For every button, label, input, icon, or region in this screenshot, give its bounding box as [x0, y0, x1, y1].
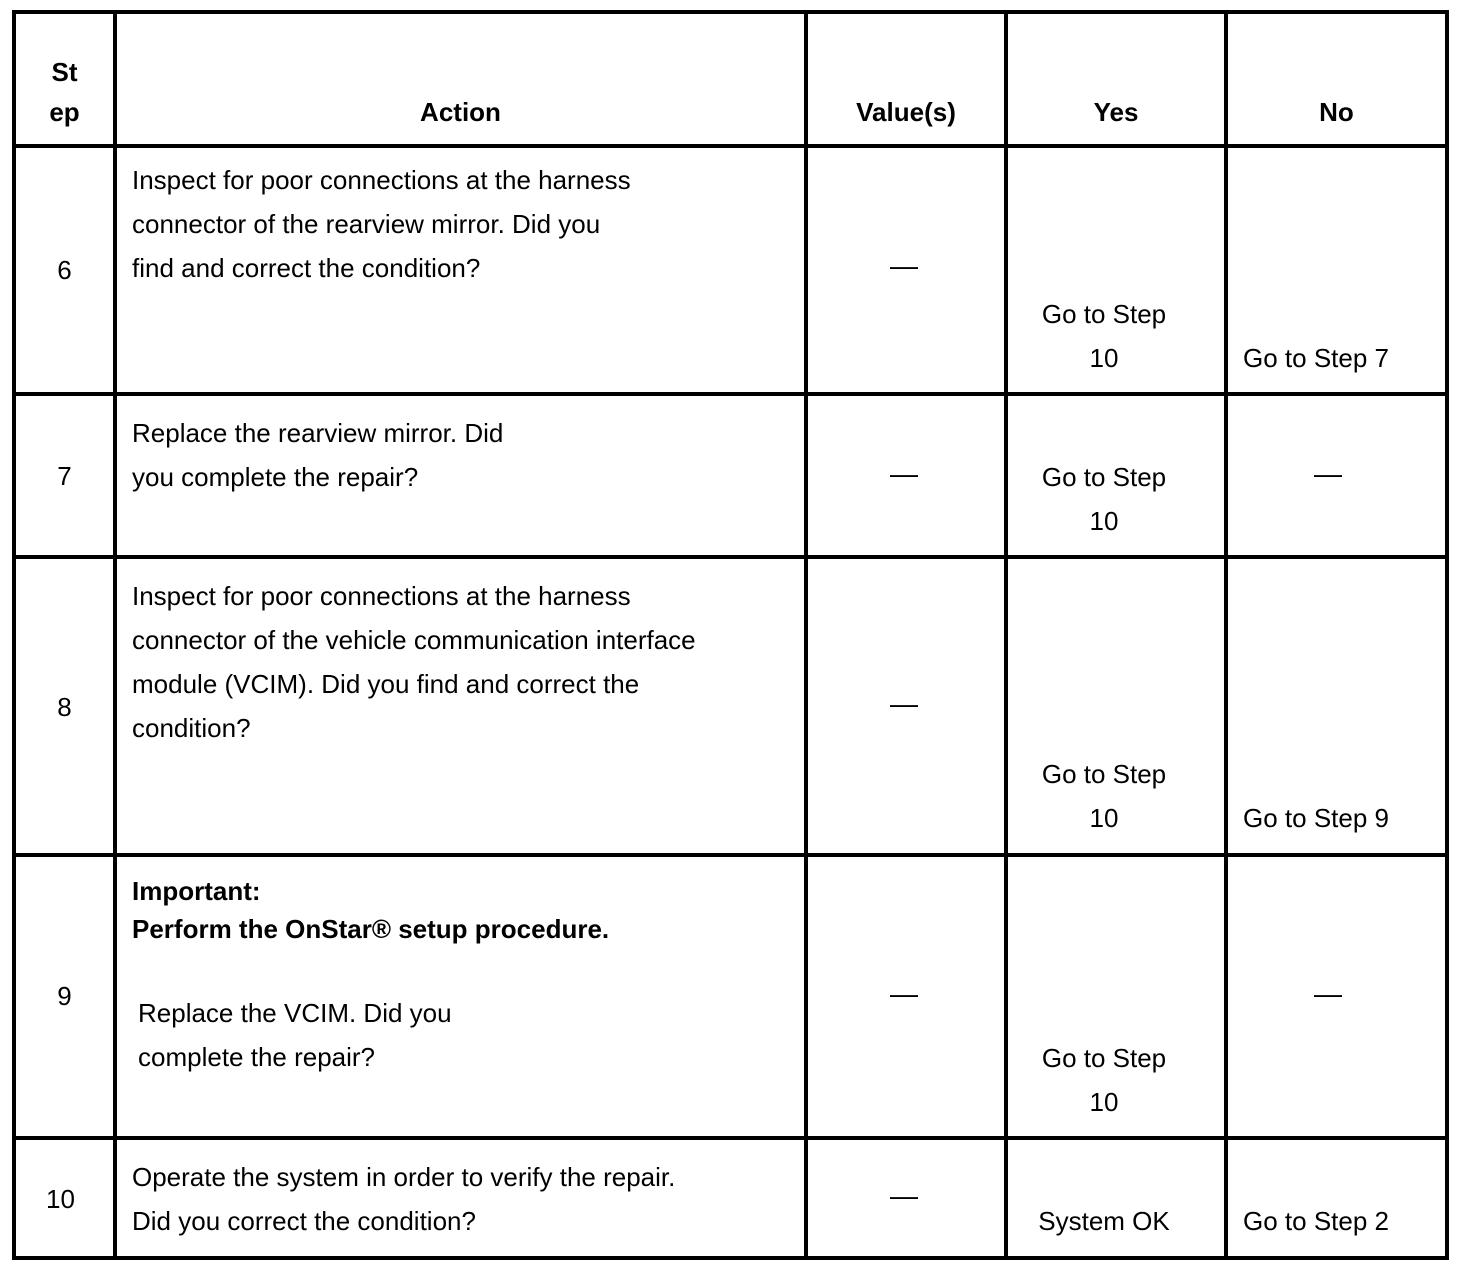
action-text [132, 158, 802, 290]
header-step [16, 52, 113, 132]
no-dash: — [1314, 458, 1342, 489]
yes-result [1008, 752, 1200, 840]
action-line: find and correct the condition? [132, 253, 481, 283]
action-text [132, 411, 802, 499]
yes-result [1008, 292, 1200, 380]
header-values: Value(s) [856, 97, 956, 127]
important-note [132, 872, 802, 948]
column-divider [1224, 10, 1228, 1260]
step-number: 10 [46, 1184, 75, 1214]
yes-line: Go to Step [1041, 1043, 1167, 1073]
step-number: 7 [57, 461, 72, 491]
step-number: 6 [57, 255, 72, 285]
table-border-bottom [12, 1256, 1449, 1260]
row-divider [12, 555, 1449, 559]
action-line: condition? [132, 713, 251, 743]
action-line: Replace the rearview mirror. Did [132, 418, 504, 448]
action-line: Inspect for poor connections at the harness [132, 165, 631, 195]
action-line: connector of the vehicle communication interface [132, 625, 696, 655]
important-label: Important: [132, 876, 261, 906]
yes-line: 10 [1089, 506, 1119, 536]
table-border-left [12, 10, 16, 1260]
action-text [132, 574, 802, 750]
yes-line: 10 [1089, 803, 1119, 833]
yes-line: 10 [1089, 343, 1119, 373]
action-line: connector of the rearview mirror. Did you [132, 209, 601, 239]
table-border-top [12, 10, 1449, 14]
header-action: Action [420, 97, 501, 127]
value-dash: — [890, 978, 918, 1009]
yes-line: Go to Step [1041, 462, 1167, 492]
row-divider [12, 853, 1449, 857]
value-dash: — [890, 250, 918, 281]
action-line: Did you correct the condition? [132, 1206, 476, 1236]
action-line: Replace the VCIM. Did you [138, 998, 452, 1028]
value-dash: — [890, 1180, 918, 1211]
column-divider [113, 10, 117, 1260]
no-result: Go to Step 9 [1243, 803, 1389, 833]
action-line: you complete the repair? [132, 462, 419, 492]
diagnostic-table [12, 10, 1449, 1260]
step-number: 8 [57, 692, 72, 722]
yes-result [1008, 455, 1200, 543]
table-border-right [1445, 10, 1449, 1260]
yes-result [1008, 1036, 1200, 1124]
header-no: No [1319, 97, 1354, 127]
value-dash: — [890, 458, 918, 489]
action-text [132, 1155, 802, 1243]
no-dash: — [1314, 978, 1342, 1009]
header-yes: Yes [1093, 97, 1139, 127]
no-result: Go to Step 7 [1243, 343, 1389, 373]
action-line: Operate the system in order to verify the repair. [132, 1162, 676, 1192]
value-dash: — [890, 688, 918, 719]
yes-result [1008, 1199, 1200, 1243]
row-divider [12, 1136, 1449, 1140]
yes-line: System OK [1038, 1206, 1170, 1236]
row-divider [12, 392, 1449, 396]
action-line: complete the repair? [138, 1042, 376, 1072]
step-number: 9 [57, 981, 72, 1011]
important-text: Perform the OnStar® setup procedure. [132, 914, 610, 944]
no-result: Go to Step 2 [1243, 1206, 1389, 1236]
action-text [138, 991, 802, 1079]
header-step-line1: St [51, 57, 78, 87]
action-line: module (VCIM). Did you find and correct the [132, 669, 640, 699]
header-step-line2: ep [49, 97, 80, 127]
yes-line: Go to Step [1041, 759, 1167, 789]
yes-line: 10 [1089, 1087, 1119, 1117]
action-line: Inspect for poor connections at the harness [132, 581, 631, 611]
yes-line: Go to Step [1041, 299, 1167, 329]
row-divider [12, 144, 1449, 148]
column-divider [804, 10, 808, 1260]
